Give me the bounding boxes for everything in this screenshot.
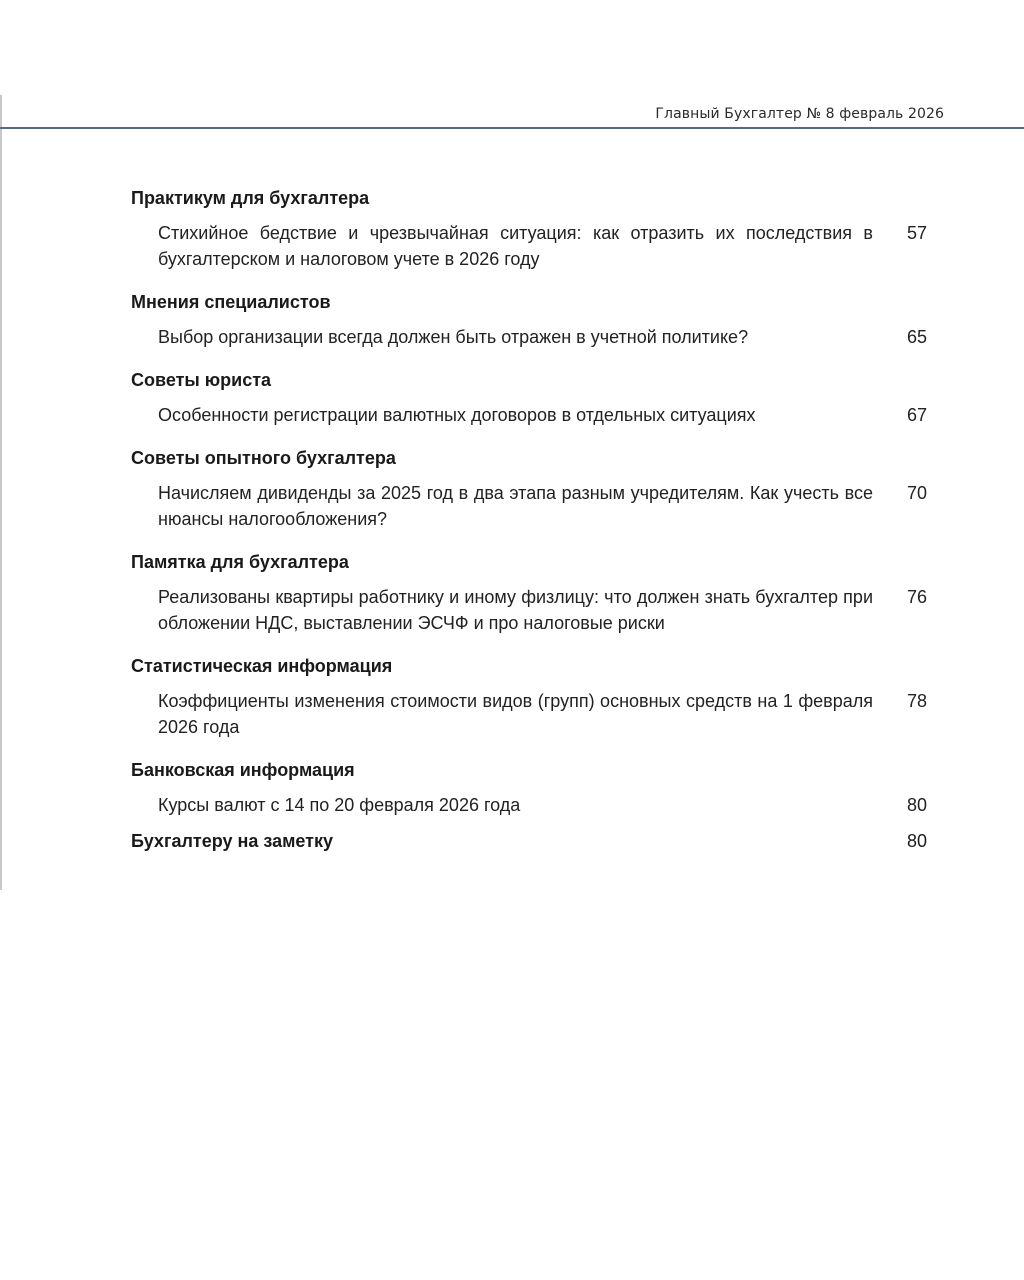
toc-section-title: Памятка для бухгалтера <box>131 552 349 572</box>
toc-section-title: Бухгалтеру на заметку <box>131 831 334 851</box>
toc-section-title: Банковская информация <box>131 760 355 780</box>
toc-section-title: Мнения специалистов <box>131 292 331 312</box>
toc-section-title: Практикум для бухгалтера <box>131 188 370 208</box>
toc-entry[interactable] <box>131 792 931 818</box>
toc-entry[interactable] <box>131 402 931 428</box>
toc-entry-text: Стихийное бедствие и чрезвычайная ситуация: как отразить их последствия в бухгалтерском и налоговом учете в 2026 году <box>158 223 873 269</box>
header-divider <box>0 127 1024 129</box>
toc-entry-page: 80 <box>906 831 927 851</box>
toc-section-entry[interactable] <box>131 828 931 854</box>
toc-entry[interactable] <box>131 584 931 636</box>
toc-entry[interactable] <box>131 688 931 740</box>
running-header: Главный Бухгалтер № 8 февраль 2026 <box>655 106 944 122</box>
toc-entry-page: 65 <box>906 327 927 347</box>
toc-entry[interactable] <box>131 324 931 350</box>
toc-entry-page: 57 <box>906 223 927 243</box>
toc-entry-page: 78 <box>906 691 927 711</box>
toc-entry-page: 70 <box>906 483 927 503</box>
toc-entry-text: Особенности регистрации валютных договоров в отдельных ситуациях <box>158 405 756 425</box>
page-left-edge <box>0 95 2 890</box>
table-of-contents <box>131 185 931 854</box>
toc-entry-page: 76 <box>906 587 927 607</box>
toc-entry-text: Курсы валют с 14 по 20 февраля 2026 года <box>158 795 521 815</box>
toc-entry-text: Выбор организации всегда должен быть отражен в учетной политике? <box>158 327 749 347</box>
toc-entry-page: 67 <box>906 405 927 425</box>
toc-entry-text: Коэффициенты изменения стоимости видов (групп) основных средств на 1 февраля 2026 года <box>158 691 873 737</box>
toc-entry-text: Начисляем дивиденды за 2025 год в два этапа разным учредителям. Как учесть все нюансы налогообложения? <box>158 483 873 529</box>
toc-entry[interactable] <box>131 480 931 532</box>
toc-entry-text: Реализованы квартиры работнику и иному физлицу: что должен знать бухгалтер при обложении НДС, выставлении ЭСЧФ и про налоговые риски <box>158 587 873 633</box>
toc-entry-page: 80 <box>906 795 927 815</box>
toc-entry[interactable] <box>131 220 931 272</box>
toc-section-title: Статистическая информация <box>131 656 393 676</box>
toc-section-title: Советы юриста <box>131 370 272 390</box>
toc-section-title: Советы опытного бухгалтера <box>131 448 396 468</box>
